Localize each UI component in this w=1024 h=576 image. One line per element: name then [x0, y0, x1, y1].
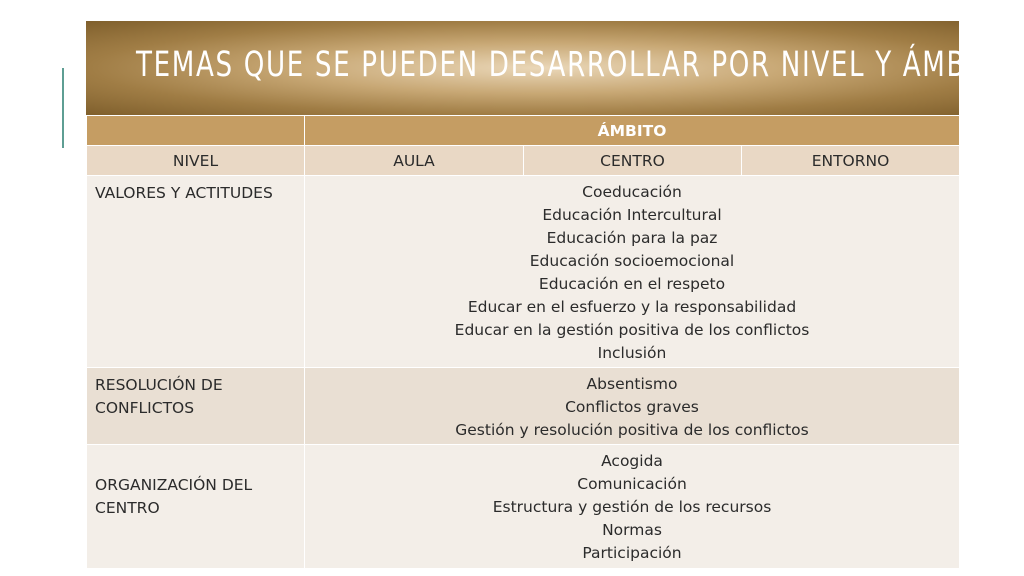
nivel-cell	[87, 445, 305, 569]
slide-title: TEMAS QUE SE PUEDEN DESARROLLAR POR NIVEL Y ÁMBITO	[136, 45, 1016, 85]
column-header-entorno: ENTORNO	[742, 146, 960, 176]
tema-item: Educación para la paz	[546, 229, 718, 247]
nivel-cell	[87, 368, 305, 445]
tema-item: Educación socioemocional	[529, 252, 735, 270]
table-row	[87, 445, 960, 569]
tema-item: Educar en la gestión positiva de los conflictos	[454, 321, 810, 339]
tema-item: Absentismo	[586, 375, 678, 393]
tema-item: Estructura y gestión de los recursos	[492, 498, 772, 516]
nivel-label-line: ORGANIZACIÓN DEL	[95, 476, 253, 494]
tema-item: Inclusión	[597, 344, 667, 362]
nivel-label: VALORES Y ACTITUDES	[95, 184, 273, 202]
tema-item: Acogida	[601, 452, 663, 470]
nivel-label-line: CENTRO	[95, 499, 160, 517]
tema-item: Normas	[602, 521, 662, 539]
tema-item: Educación Intercultural	[542, 206, 722, 224]
tema-item: Coeducación	[582, 183, 682, 201]
column-header-aula: AULA	[305, 146, 524, 176]
title-banner	[86, 21, 1016, 115]
column-header-centro: CENTRO	[524, 146, 742, 176]
ambito-header-row	[87, 116, 960, 146]
tema-item: Educación en el respeto	[538, 275, 726, 293]
tema-item: Educar en el esfuerzo y la responsabilidad	[467, 298, 797, 316]
ambito-header: ÁMBITO	[305, 116, 960, 146]
decorative-accent-line	[62, 68, 64, 148]
topics-table	[86, 115, 960, 569]
header-empty-cell	[87, 116, 305, 146]
column-header-nivel: NIVEL	[87, 146, 305, 176]
tema-item: Participación	[582, 544, 682, 562]
temas-cell	[305, 176, 960, 368]
tema-item: Conflictos graves	[565, 398, 699, 416]
table-row	[87, 176, 960, 368]
temas-cell	[305, 368, 960, 445]
tema-item: Gestión y resolución positiva de los conflictos	[455, 421, 809, 439]
table-row	[87, 368, 960, 445]
nivel-cell	[87, 176, 305, 368]
tema-item: Comunicación	[577, 475, 687, 493]
nivel-label-line: CONFLICTOS	[95, 399, 195, 417]
column-header-row	[87, 146, 960, 176]
temas-cell	[305, 445, 960, 569]
nivel-label-line: RESOLUCIÓN DE	[95, 376, 223, 394]
